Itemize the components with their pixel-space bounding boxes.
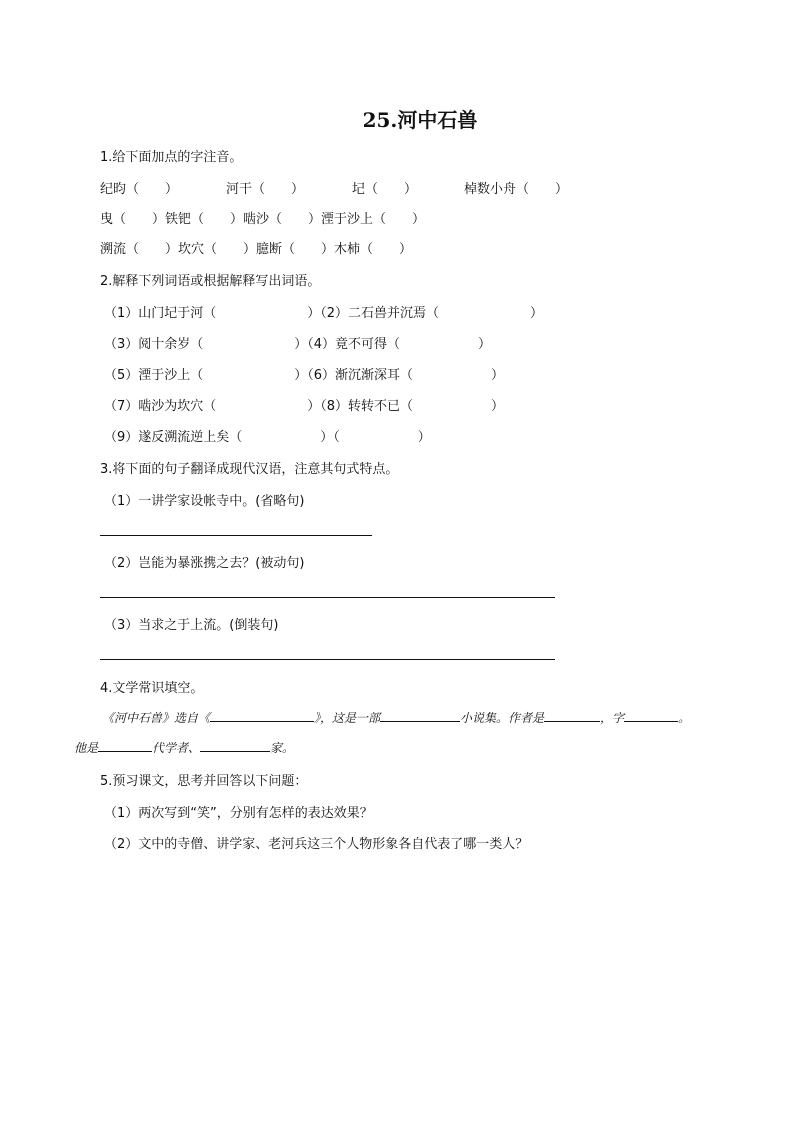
- q4-text: 《河中石兽》选自《: [102, 711, 211, 725]
- q2-heading: 2.解释下列词语或根据解释写出词语。: [100, 274, 321, 289]
- q4-text: 小说集。作者是: [460, 711, 545, 725]
- fill-blank[interactable]: [380, 709, 460, 722]
- q2-item: （7）啮沙为坎穴（ ）（8）转转不已（ ）: [104, 399, 505, 414]
- q4-heading: 4.文学常识填空。: [100, 681, 204, 696]
- answer-line[interactable]: [100, 535, 372, 536]
- q5-item: （2）文中的寺僧、讲学家、老河兵这三个人物形象各自代表了哪一类人？: [104, 837, 529, 852]
- q2-item: （5）湮于沙上（ ）（6）渐沉渐深耳（ ）: [104, 368, 505, 383]
- q1-item: 河干（ ）: [226, 182, 305, 197]
- q5-item: （1）两次写到“笑”，分别有怎样的表达效果？: [104, 806, 373, 821]
- fill-blank[interactable]: [98, 739, 152, 752]
- q4-text: 家。: [270, 741, 295, 755]
- q2-item: （3）阅十余岁（ ）（4）竟不可得（ ）: [104, 337, 492, 352]
- q4-text: 他是: [74, 741, 99, 755]
- q4-text: 代学者、: [152, 741, 201, 755]
- q5-heading: 5.预习课文，思考并回答以下问题：: [100, 774, 308, 789]
- q4-text: 。: [678, 711, 691, 725]
- answer-line[interactable]: [100, 597, 555, 598]
- q3-heading: 3.将下面的句子翻译成现代汉语，注意其句式特点。: [100, 462, 399, 477]
- q3-item: （3）当求之于上流。(倒装句): [104, 618, 279, 633]
- page-title: 25.河中石兽: [362, 108, 478, 132]
- fill-blank[interactable]: [210, 709, 314, 722]
- answer-line[interactable]: [100, 659, 555, 660]
- q4-line2: [74, 739, 294, 756]
- q1-row: 溯流（ ）坎穴（ ）臆断（ ）木柿（ ）: [100, 242, 413, 257]
- q1-item: 棹数小舟（ ）: [464, 182, 569, 197]
- q4-text: 》，这是一部: [314, 711, 381, 725]
- fill-blank[interactable]: [200, 739, 270, 752]
- q4-line1: [102, 709, 690, 726]
- fill-blank[interactable]: [624, 709, 678, 722]
- q1-heading: 1.给下面加点的字注音。: [100, 150, 243, 165]
- fill-blank[interactable]: [544, 709, 600, 722]
- q3-item: （2）岂能为暴涨携之去？(被动句): [104, 556, 305, 571]
- q2-item: （9）遂反溯流逆上矣（ ）（ ）: [104, 430, 431, 445]
- q4-text: ，字: [600, 711, 625, 725]
- q1-item: 圮（ ）: [352, 182, 418, 197]
- q2-item: （1）山门圮于河（ ）（2）二石兽并沉焉（ ）: [104, 306, 544, 321]
- q1-item: 纪昀（ ）: [100, 182, 179, 197]
- q1-row: 曳（ ）铁钯（ ）啮沙（ ）湮于沙上（ ）: [100, 212, 426, 227]
- q3-item: （1）一讲学家设帐寺中。(省略句): [104, 494, 305, 509]
